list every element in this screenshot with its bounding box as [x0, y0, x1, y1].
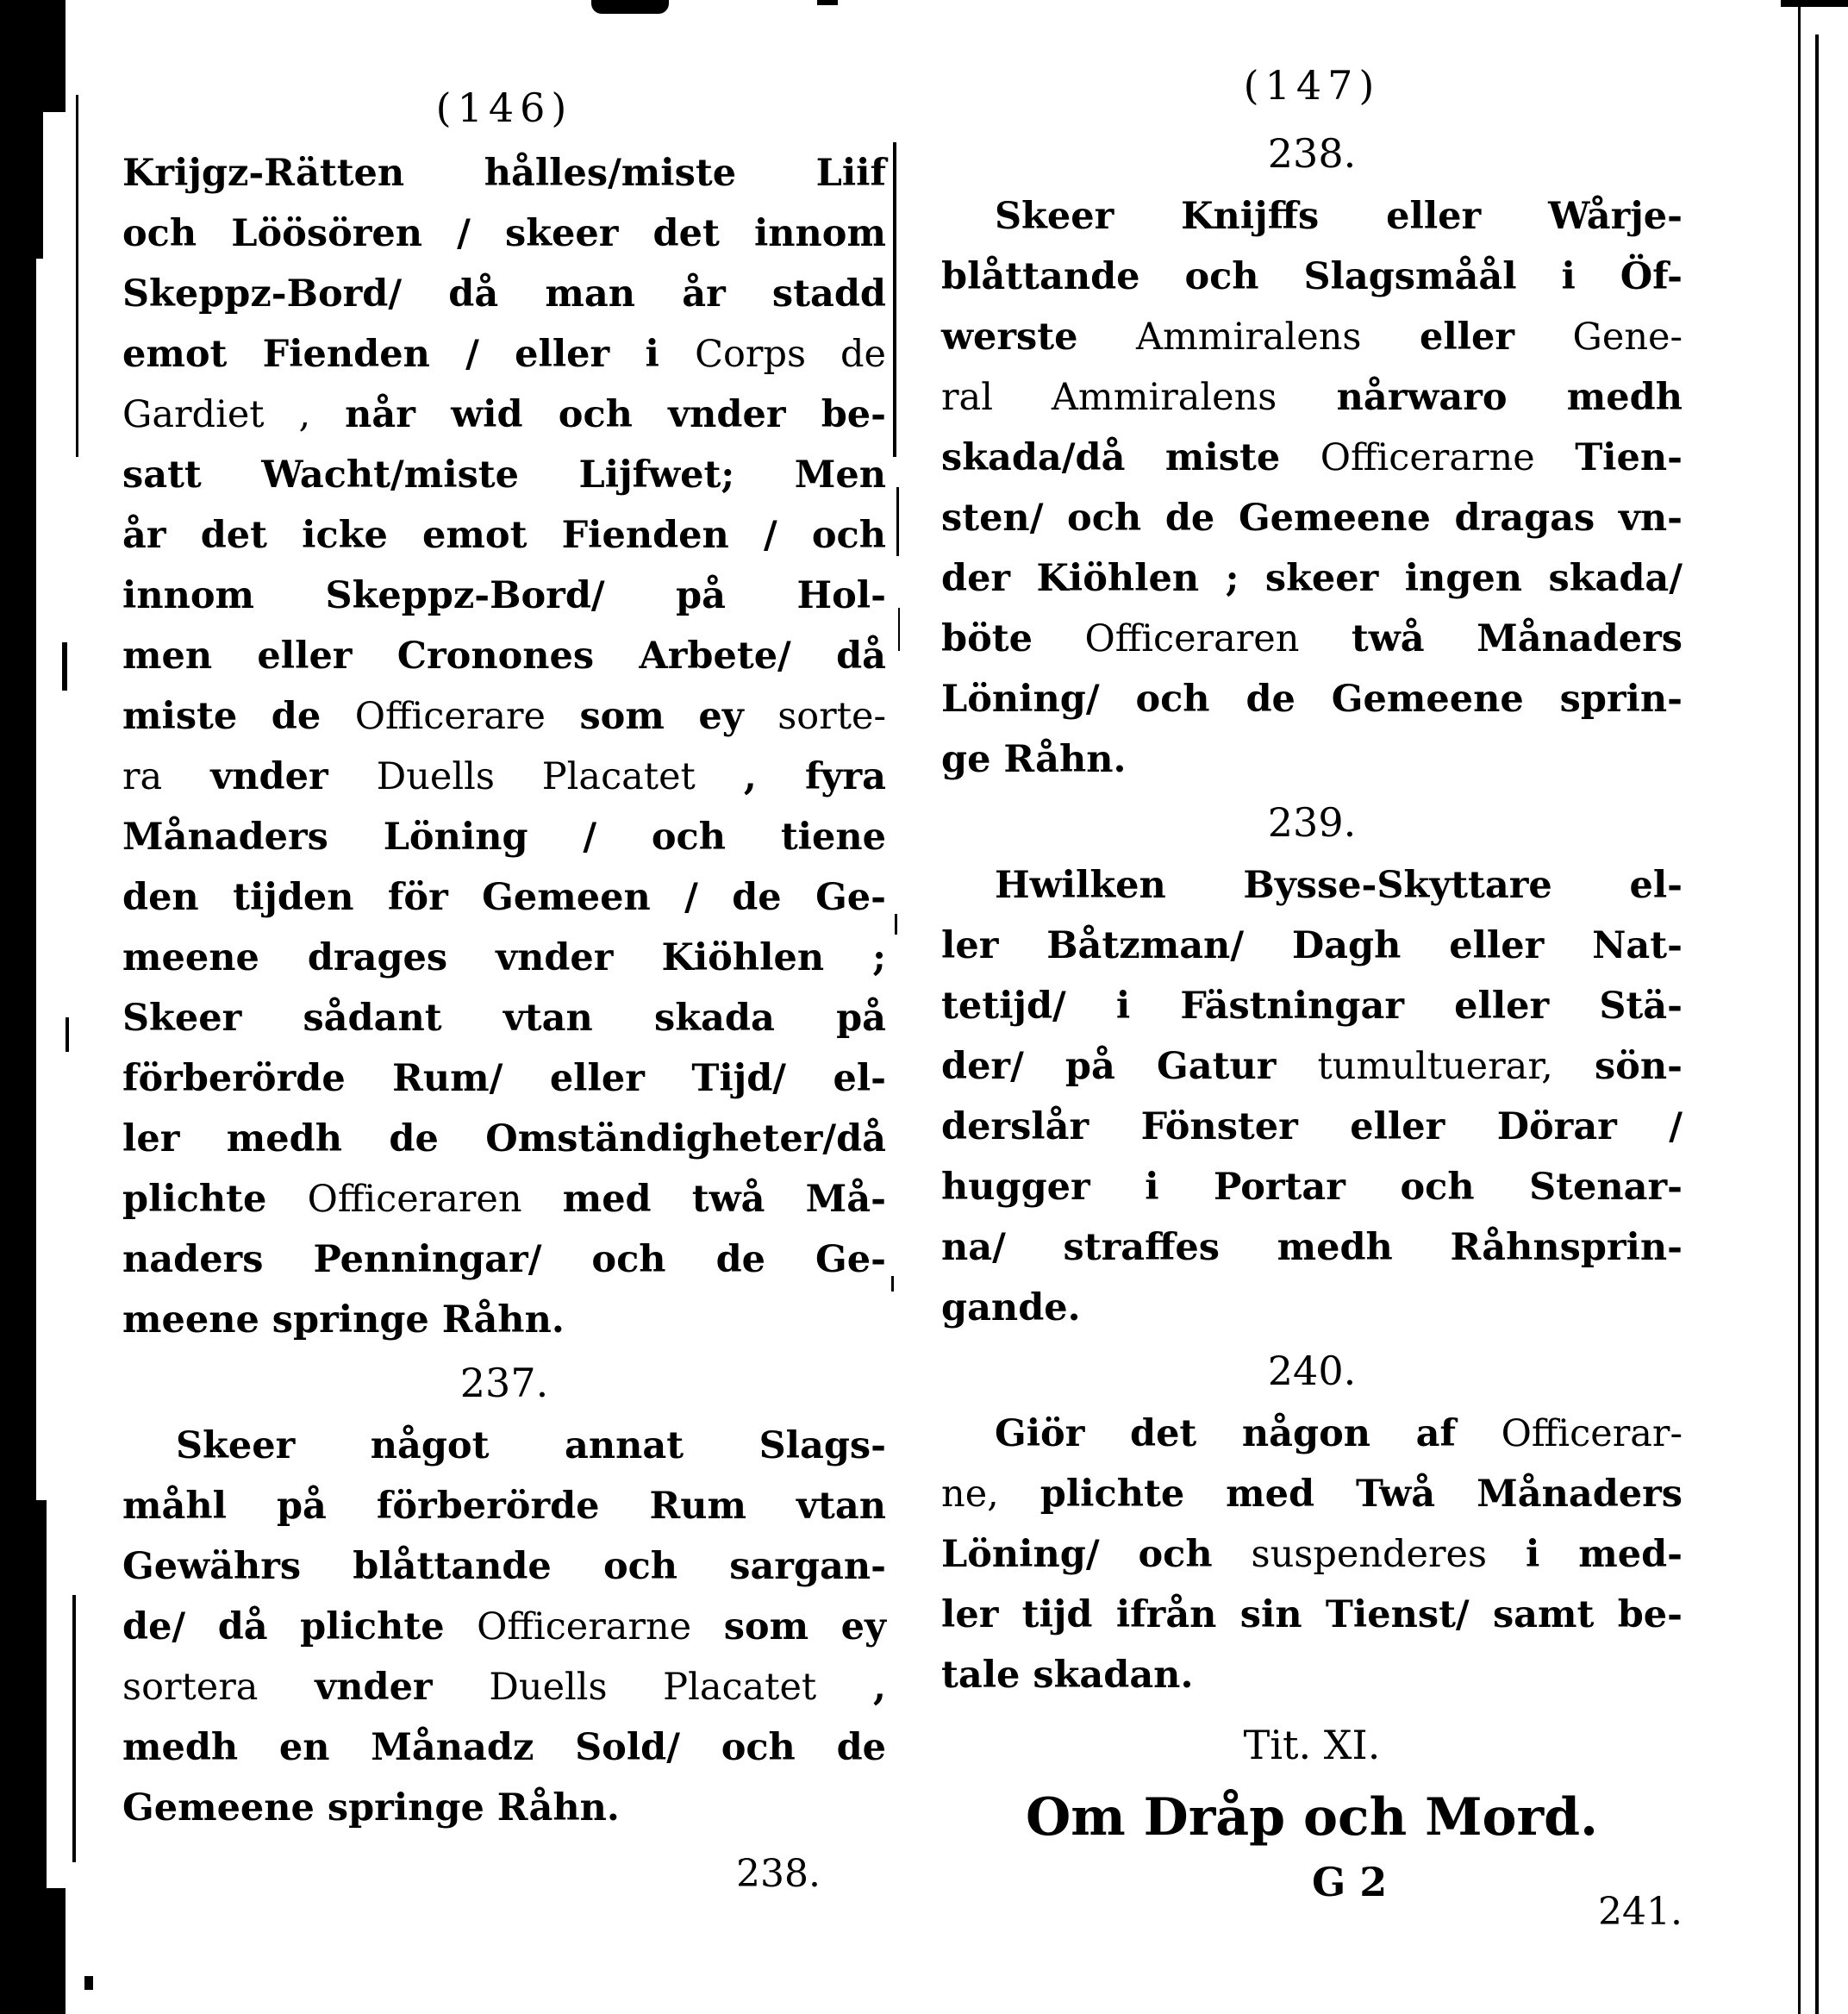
scan-edge-right-line-1 — [1798, 0, 1801, 2014]
fraktur-text: men eller Cronones Arbete/ då — [122, 635, 886, 678]
fraktur-text: gande. — [941, 1286, 1081, 1329]
antiqua-text: Officerare — [354, 695, 546, 738]
left-page-catchword: 238. — [736, 1852, 821, 1896]
fraktur-text: ler tijd ifrån sin Tienst/ samt be- — [941, 1593, 1683, 1636]
gutter-divider-dash-1 — [896, 487, 899, 556]
fraktur-text: emot Fienden / eller i — [122, 333, 696, 376]
fraktur-text: tetijd/ i Fästningar eller Stä- — [941, 985, 1683, 1028]
fraktur-text: Löning/ och — [941, 1533, 1252, 1576]
text-line — [122, 807, 886, 867]
text-line — [122, 1717, 886, 1778]
fraktur-text: twå Månaders — [1299, 617, 1683, 660]
right-page-number: (147) — [1243, 62, 1381, 109]
fraktur-text: nårwaro medh — [1277, 376, 1683, 419]
text-line — [941, 1404, 1683, 1464]
gutter-divider-dash-2 — [898, 608, 900, 651]
fraktur-text: miste de — [122, 695, 355, 738]
text-line — [941, 186, 1683, 247]
section-238-number: 238. — [1267, 130, 1357, 177]
text-line — [122, 988, 886, 1048]
fraktur-text: Gemeene springe Råhn. — [122, 1786, 620, 1829]
fraktur-text: plichte med Twå Månaders — [998, 1473, 1683, 1516]
fraktur-text: Giör det någon af — [995, 1412, 1502, 1455]
scan-edge-left-band — [0, 0, 26, 2014]
antiqua-text: Officeraren — [1084, 617, 1300, 660]
fraktur-text: Skeer sådant vtan skada på — [122, 997, 886, 1040]
text-line — [941, 1585, 1683, 1645]
fraktur-text: medh en Månadz Sold/ och de — [122, 1726, 886, 1769]
fraktur-text: skada/då miste — [941, 436, 1320, 479]
antiqua-text: ra — [122, 755, 163, 798]
fraktur-text: Tien- — [1534, 436, 1683, 479]
antiqua-text: Corps de — [695, 333, 886, 376]
text-line — [122, 1597, 886, 1657]
fraktur-text: tale skadan. — [941, 1654, 1194, 1697]
scan-left-dash-2 — [66, 1017, 69, 1052]
fraktur-text: sten/ och de Gemeene dragas vn- — [941, 497, 1683, 540]
fraktur-text: Hwilken Bysse-Skyttare el- — [995, 864, 1683, 907]
signature-mark: G 2 — [1312, 1859, 1388, 1905]
scan-left-dot-bottom — [84, 1976, 93, 1990]
text-line — [941, 548, 1683, 609]
scan-edge-left-streak-mid — [26, 224, 36, 1517]
text-line — [122, 203, 886, 264]
antiqua-text: Officerar- — [1501, 1412, 1683, 1455]
fraktur-text: , — [816, 1666, 886, 1709]
text-line — [122, 143, 886, 203]
text-line — [941, 1524, 1683, 1585]
antiqua-text: Ammiralens — [1135, 316, 1362, 359]
text-line — [941, 609, 1683, 669]
text-line — [122, 1109, 886, 1169]
fraktur-text: år det icke emot Fienden / och — [122, 514, 886, 557]
antiqua-text: Duells Placatet — [376, 755, 696, 798]
text-line — [122, 445, 886, 505]
fraktur-text: meene drages vnder Kiöhlen ; — [122, 936, 886, 979]
left-page-number: (146) — [435, 84, 573, 131]
gutter-divider-line — [893, 142, 896, 457]
signature-row — [941, 1855, 1683, 1942]
section-239-body — [941, 855, 1683, 1338]
antiqua-text: Gene- — [1572, 316, 1683, 359]
text-line — [941, 855, 1683, 916]
title-line: Tit. XI. — [1243, 1722, 1381, 1768]
fraktur-text: vnder — [258, 1666, 490, 1709]
fraktur-text: meene springe Råhn. — [122, 1298, 565, 1342]
scan-corner-top-left — [41, 0, 66, 112]
text-line — [122, 1476, 886, 1536]
fraktur-text: ge Råhn. — [941, 738, 1127, 781]
fraktur-text: Skeppz-Bord/ då man år stadd — [122, 272, 886, 316]
fraktur-text: förberörde Rum/ eller Tijd/ el- — [122, 1057, 886, 1100]
antiqua-text: Duells Placatet — [489, 1666, 817, 1709]
antiqua-text: suspenderes — [1251, 1533, 1488, 1576]
fraktur-text: och Löösören / skeer det innom — [122, 212, 886, 255]
text-line — [122, 566, 886, 626]
text-line — [122, 324, 886, 385]
fraktur-text: naders Penningar/ och de Ge- — [122, 1238, 886, 1281]
scan-edge-left-streak-top — [26, 0, 43, 259]
fraktur-text: Gewährs blåttande och sargan- — [122, 1545, 886, 1588]
text-line — [122, 626, 886, 686]
antiqua-text: sorte- — [777, 695, 886, 738]
fraktur-text: hugger i Portar och Stenar- — [941, 1166, 1683, 1209]
fraktur-text: eller — [1361, 316, 1573, 359]
text-line — [122, 867, 886, 928]
text-line — [941, 367, 1683, 428]
text-line — [941, 1645, 1683, 1705]
right-page — [941, 50, 1683, 1942]
text-line — [941, 1217, 1683, 1278]
fraktur-text: den tijden för Gemeen / de Ge- — [122, 876, 886, 919]
text-line — [122, 385, 886, 445]
fraktur-text: i med- — [1487, 1533, 1683, 1576]
text-line — [941, 428, 1683, 488]
text-line — [122, 928, 886, 988]
text-line — [941, 1464, 1683, 1524]
scan-top-dot — [817, 0, 838, 5]
section-238-body — [941, 186, 1683, 790]
scan-left-dash-1 — [62, 642, 67, 691]
fraktur-text: de/ då plichte — [122, 1605, 478, 1648]
text-line — [122, 686, 886, 747]
text-line — [941, 488, 1683, 548]
fraktur-text: når wid och vnder be- — [345, 393, 886, 436]
fraktur-text: na/ straffes medh Råhnsprin- — [941, 1226, 1683, 1269]
text-line — [941, 307, 1683, 367]
section-240-body — [941, 1404, 1683, 1705]
antiqua-text: Officeraren — [307, 1178, 522, 1221]
antiqua-text: Officerarne — [1320, 436, 1535, 479]
fraktur-text: der/ på Gatur — [941, 1045, 1318, 1088]
antiqua-text: sortera — [122, 1666, 259, 1709]
text-line — [122, 747, 886, 807]
fraktur-text: med twå Må- — [521, 1178, 886, 1221]
scan-top-blob — [591, 0, 669, 14]
fraktur-text: Löning/ och de Gemeene sprin- — [941, 678, 1683, 721]
fraktur-text: innom Skeppz-Bord/ på Hol- — [122, 574, 886, 617]
section-240-number: 240. — [1267, 1348, 1357, 1394]
fraktur-text: , fyra — [695, 755, 886, 798]
fraktur-text: ler medh de Omständigheter/då — [122, 1117, 886, 1160]
fraktur-text: som ey — [545, 695, 778, 738]
antiqua-text: ral Ammiralens — [941, 376, 1277, 419]
fraktur-text: vnder — [162, 755, 377, 798]
fraktur-text: Skeer Knijffs eller Wårje- — [995, 195, 1683, 238]
scan-edge-left-streak-bottom — [26, 1500, 47, 2014]
scan-top-right-sliver — [1781, 0, 1848, 7]
text-line — [122, 264, 886, 324]
text-line — [941, 916, 1683, 976]
fraktur-text: ler Båtzman/ Dagh eller Nat- — [941, 924, 1683, 967]
antiqua-text: Officerarne — [477, 1605, 692, 1648]
text-line — [122, 1169, 886, 1229]
fraktur-text: plichte — [122, 1178, 308, 1221]
fraktur-text: der Kiöhlen ; skeer ingen skada/ — [941, 557, 1683, 600]
fraktur-text: måhl på förberörde Rum vtan — [122, 1485, 886, 1528]
scan-edge-right-line-2 — [1815, 34, 1819, 2014]
section-239-number: 239. — [1267, 799, 1357, 846]
text-line — [941, 1036, 1683, 1097]
fraktur-text: Skeer något annat Slags- — [176, 1424, 886, 1467]
antiqua-text: ne, — [941, 1473, 999, 1516]
section-237-number: 237. — [459, 1360, 549, 1406]
left-page — [122, 72, 886, 1911]
text-line — [941, 1097, 1683, 1157]
text-line — [941, 976, 1683, 1036]
text-line — [122, 1290, 886, 1350]
fraktur-text: werste — [941, 316, 1136, 359]
text-line — [122, 1778, 886, 1838]
fraktur-text: sön- — [1552, 1045, 1683, 1088]
antiqua-text: tumultuerar, — [1317, 1045, 1553, 1088]
text-line — [122, 1229, 886, 1290]
fraktur-text: blåttande och Slagsmåål i Öf- — [941, 255, 1683, 298]
text-line — [122, 1048, 886, 1109]
right-page-catchword: 241. — [1598, 1890, 1683, 1934]
fraktur-text: Månaders Löning / och tiene — [122, 816, 886, 859]
text-line — [122, 1536, 886, 1597]
text-line — [122, 1657, 886, 1717]
scan-left-thin-line-top — [76, 95, 78, 457]
text-line — [941, 669, 1683, 729]
gutter-divider-dot-2 — [891, 1276, 894, 1292]
fraktur-text: satt Wacht/miste Lijfwet; Men — [122, 453, 886, 497]
text-line — [941, 1157, 1683, 1217]
text-line — [941, 247, 1683, 307]
left-page-body — [122, 143, 886, 1350]
scan-left-thin-line-bottom — [72, 1595, 76, 1862]
text-line — [941, 1278, 1683, 1338]
fraktur-text: Krijgz-Rätten hålles/miste Liif — [122, 152, 886, 195]
text-line — [122, 1416, 886, 1476]
chapter-heading: Om Dråp och Mord. — [1026, 1787, 1598, 1848]
section-237-body — [122, 1416, 886, 1838]
fraktur-text: derslår Fönster eller Dörar / — [941, 1105, 1683, 1148]
antiqua-text: Gardiet , — [122, 393, 346, 436]
gutter-divider-dot-1 — [895, 914, 897, 935]
text-line — [941, 729, 1683, 790]
fraktur-text: böte — [941, 617, 1085, 660]
fraktur-text: som ey — [691, 1605, 886, 1648]
scan-corner-bottom-left — [45, 1888, 66, 2014]
text-line — [122, 505, 886, 566]
